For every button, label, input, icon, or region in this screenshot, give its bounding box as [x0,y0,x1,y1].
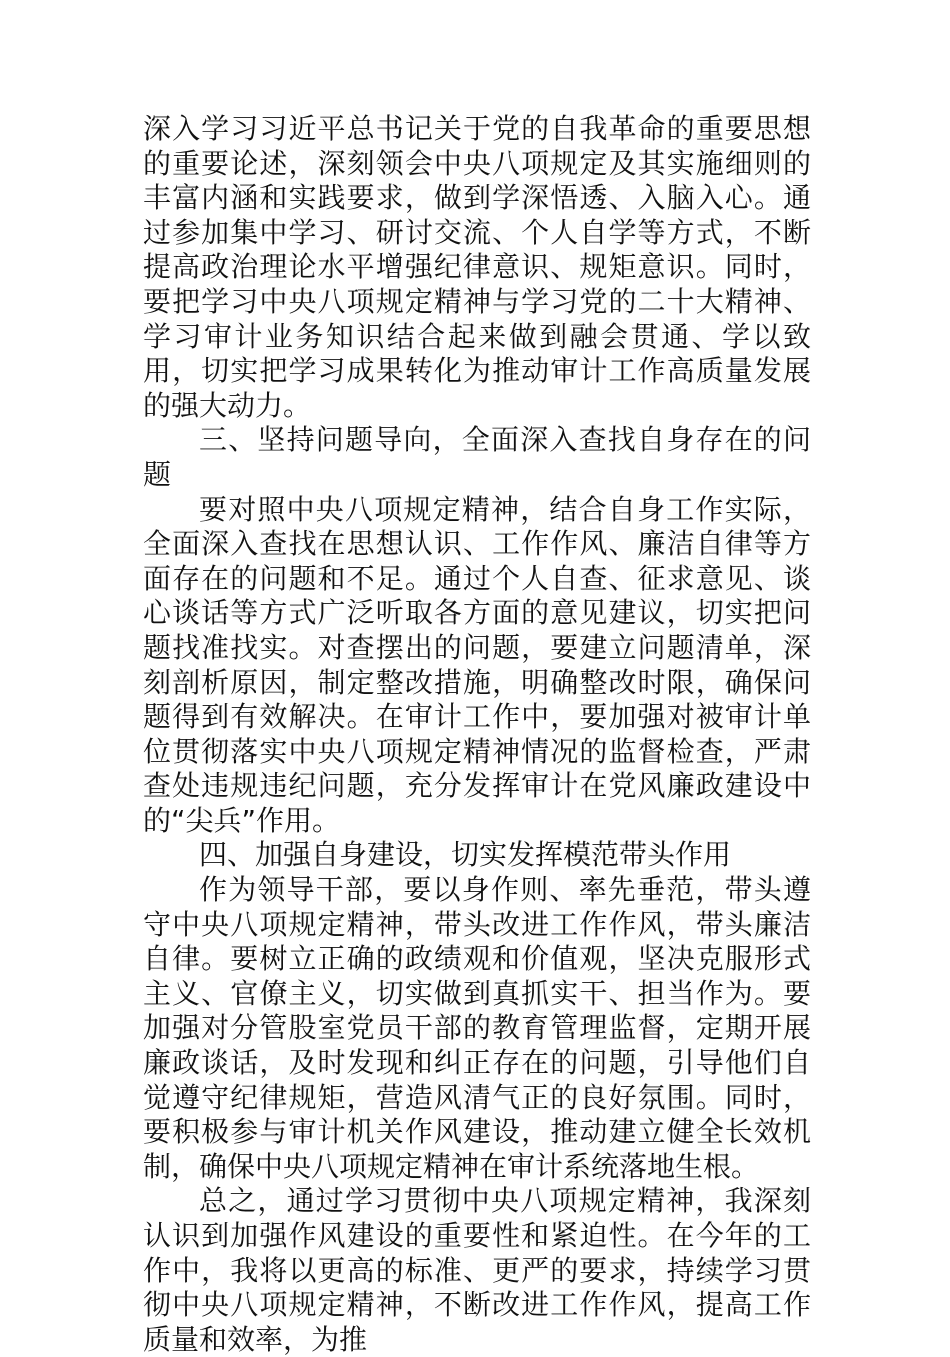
section-heading-four: 四、加强自身建设，切实发挥模范带头作用 [199,838,732,872]
document-page [143,112,811,1357]
section-heading-three: 三、坚持问题导向，全面深入查找自身存在的问题 [143,423,811,491]
paragraph-problems: 要对照中央八项规定精神，结合自身工作实际，全面深入查找在思想认识、工作作风、廉洁自律等方面存在的问题和不足。通过个人自查、征求意见、谈心谈话等方式广泛听取各方面的意见建议，切实把问题找准找实。对查摆出的问题，要建立问题清单，深刻剖析原因，制定整改措施，明确整改时限，确保问题得到有效解决。在审计工作中，要加强对被审计单位贯彻落实中央八项规定精神情况的监督检查，严肃查处违规违纪问题，充分发挥审计在党风廉政建设中的“尖兵”作用。 [143,492,811,837]
paragraph-study: 深入学习习近平总书记关于党的自我革命的重要思想的重要论述，深刻领会中央八项规定及其实施细则的丰富内涵和实践要求，做到学深悟透、入脑入心。通过参加集中学习、研讨交流、个人自学等方式，不断提高政治理论水平增强纪律意识、规矩意识。同时，要把学习中央八项规定精神与学习党的二十大精神、学习审计业务知识结合起来做到融会贯通、学以致用，切实把学习成果转化为推动审计工作高质量发展的强大动力。 [143,112,811,422]
paragraph-conclusion: 总之，通过学习贯彻中央八项规定精神，我深刻认识到加强作风建设的重要性和紧迫性。在今年的工作中，我将以更高的标准、更严的要求，持续学习贯彻中央八项规定精神，不断改进工作作风，提高工作质量和效率，为推 [143,1184,811,1356]
paragraph-self-building: 作为领导干部，要以身作则、率先垂范，带头遵守中央八项规定精神，带头改进工作作风，带头廉洁自律。要树立正确的政绩观和价值观，坚决克服形式主义、官僚主义，切实做到真抓实干、担当作为。要加强对分管股室党员干部的教育管理监督，定期开展廉政谈话，及时发现和纠正存在的问题，引导他们自觉遵守纪律规矩，营造风清气正的良好氛围。同时，要积极参与审计机关作风建设，推动建立健全长效机制，确保中央八项规定精神在审计系统落地生根。 [143,873,811,1183]
